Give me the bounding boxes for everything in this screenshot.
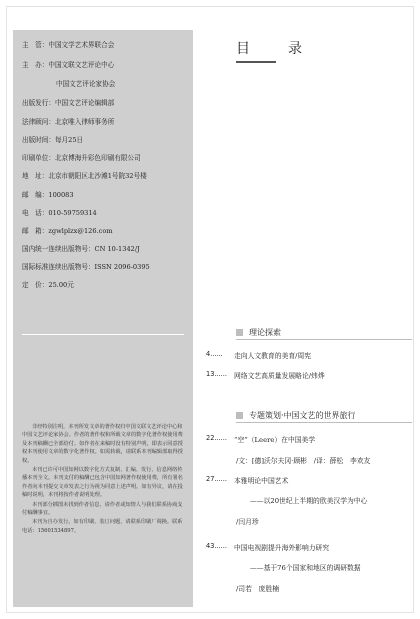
toc-page-number: 43...... bbox=[206, 542, 227, 550]
toc-section-rule bbox=[236, 422, 412, 423]
masthead-row: 法律顾问：北京唯入律师事务所 bbox=[22, 118, 115, 126]
toc-title: 目 录 bbox=[236, 41, 314, 57]
toc-page-number: 13...... bbox=[206, 370, 227, 378]
toc-page-number: 27...... bbox=[206, 475, 227, 483]
toc-entry-subtitle: ——以20世纪上半期的欧美汉学为中心 bbox=[250, 497, 368, 505]
masthead-note: 本刊已许可中国知网以数字化方式复制、汇编、发行、信息网络传播本刊全文。本刊支付的稿酬已包含中国知网著作权使用费，所有署名作者向本刊提交文章发表之行为视为同意上述声明。如有异议，请在投稿时说明，本刊将按作者说明处理。 bbox=[22, 467, 183, 499]
toc-entry-line[interactable]: 网络文艺高质量发展略论/炜烨 bbox=[234, 372, 325, 380]
masthead-row: 国际标准连续出版物号：ISSN 2096-0395 bbox=[22, 263, 150, 271]
masthead-row: 邮 编：100083 bbox=[22, 191, 74, 199]
toc-entry-line[interactable]: 中国电视剧提升海外影响力研究 bbox=[234, 544, 330, 552]
toc-entry-line[interactable]: “空”（Leere）在中国美学 bbox=[234, 436, 316, 444]
masthead-row: 主 管：中国文学艺术界联合会 bbox=[22, 41, 115, 49]
toc-entry-author: /司若 庞胜楠 bbox=[236, 585, 280, 593]
masthead-row: 出版时间：每月25日 bbox=[22, 136, 84, 144]
toc-entry-line[interactable]: 本雅明论中国艺术 bbox=[234, 477, 289, 485]
toc-entry-line[interactable]: 走向人文教育的美育/周宪 bbox=[234, 352, 312, 360]
toc-section-heading: 理论探索 bbox=[236, 327, 281, 338]
masthead-row: 定 价：25.00元 bbox=[22, 281, 74, 289]
masthead-row: 印刷单位：北京博海升彩色印刷有限公司 bbox=[22, 154, 141, 162]
masthead-note: 本刊为自办发行。如有印刷、装订问题，请联系印刷厂调换。联系电话：15601534897。 bbox=[22, 519, 183, 534]
toc-entry-subtitle: ——基于76个国家和地区的调研数据 bbox=[250, 564, 361, 572]
toc-entry-author: /文：[德]沃尔夫冈·顾彬 /译：薛松 李欢友 bbox=[236, 457, 371, 465]
masthead-row: 中国文艺评论家协会 bbox=[56, 80, 116, 88]
masthead-row: 电 话：010-59759314 bbox=[22, 209, 97, 217]
masthead-row: 国内统一连续出版物号：CN 10-1342/J bbox=[22, 245, 140, 253]
toc-page-number: 22...... bbox=[206, 434, 227, 442]
toc-title-rule bbox=[236, 61, 276, 63]
toc-entry-author: /闫月珍 bbox=[236, 518, 259, 526]
masthead-note: 非经特别注明，本刊所发文章的著作权归中国文联文艺评论中心和中国文艺评论家协会。作者的著作权和所载文章的数字化著作权使用费及本刊稿酬已全部给付。如作者在来稿时没有特别声明，即表示同意授权本刊使用文章的数字化著作权。如需转载，请联系本刊编辑部取得授权。 bbox=[22, 424, 183, 464]
masthead-notes bbox=[22, 423, 186, 536]
masthead-note: 本刊部分插图未找到作者信息，请作者或知情人与我们联系协商支付稿酬事宜。 bbox=[22, 501, 183, 517]
masthead-row: 地 址：北京市朝阳区北沙滩1号院32号楼 bbox=[22, 172, 147, 180]
masthead-row: 出版发行：中国文艺评论编辑部 bbox=[22, 99, 115, 107]
masthead-divider bbox=[22, 334, 184, 335]
toc-section-rule bbox=[236, 339, 412, 340]
toc-section-heading: 专题策划·中国文艺的世界旅行 bbox=[236, 410, 356, 421]
masthead-row: 主 办：中国文联文艺评论中心 bbox=[22, 61, 115, 69]
square-bullet-icon bbox=[236, 412, 243, 419]
toc-page-number: 4...... bbox=[206, 350, 223, 358]
square-bullet-icon bbox=[236, 329, 243, 336]
masthead-row: 邮 箱：zgwlplzx@126.com bbox=[22, 227, 113, 235]
